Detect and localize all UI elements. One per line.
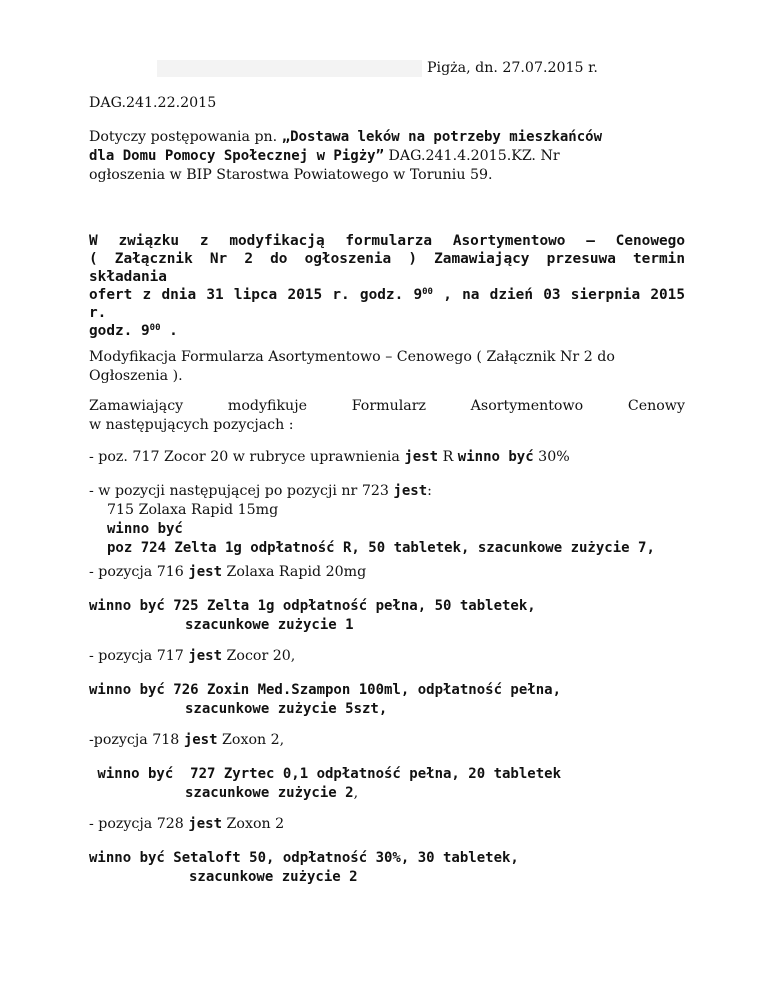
item-5-jest: jest	[183, 732, 218, 748]
intro-word-4: Asortymentowo	[470, 398, 584, 414]
item-2-line4: poz 724 Zelta 1g odpłatność R, 50 tabletek, szacunkowe zużycie 7,	[107, 540, 655, 556]
modification-title	[89, 348, 685, 386]
notice-line4-b: .	[160, 323, 178, 339]
item-5-end: Zoxon 2,	[217, 732, 285, 748]
notice-line2: ( Załącznik Nr 2 do ogłoszenia ) Zamawiający przesuwa termin składania	[89, 251, 685, 285]
item-6	[89, 815, 685, 834]
item-6-replacement	[89, 849, 685, 887]
item-3-text: - pozycja 716	[89, 564, 189, 580]
item-4-end: Zocor 20,	[222, 648, 296, 664]
item-6-jest: jest	[188, 816, 223, 832]
intro-word-1: Zamawiający	[89, 398, 184, 414]
item-1-end: 30%	[533, 449, 570, 465]
item-1	[89, 448, 685, 467]
intro-word-2: modyfikuje	[227, 398, 307, 414]
subject-block	[89, 128, 685, 185]
notice-line3-a: ofert z dnia 31 lipca 2015 r. godz. 9	[89, 287, 423, 303]
notice-line3	[89, 286, 685, 322]
item-4-winno-line1: winno być 726 Zoxin Med.Szampon 100ml, odpłatność pełna,	[89, 682, 562, 698]
item-2-jest: jest	[393, 483, 428, 499]
item-3-replacement	[89, 597, 685, 635]
item-5-winno-line2: szacunkowe zużycie 2	[185, 785, 354, 801]
item-3-winno-line2: szacunkowe zużycie 1	[185, 617, 354, 633]
reference-number: DAG.241.22.2015	[89, 95, 217, 111]
item-6-winno-line1: winno być Setaloft 50, odpłatność 30%, 30 tabletek,	[89, 850, 519, 866]
notice-line3-b: ‚ na dzień 03 sierpnia 2015 r.	[89, 287, 685, 321]
intro-word-5: Cenowy	[627, 398, 685, 414]
item-3-jest: jest	[188, 564, 223, 580]
item-6-text: - pozycja 728	[89, 816, 189, 832]
subject-ref-tail: DAG.241.4.2015.KZ. Nr	[384, 148, 560, 164]
item-6-winno-line2: szacunkowe zużycie 2	[189, 869, 358, 885]
item-5-text: -pozycja 718	[89, 732, 184, 748]
modification-title-line2: Ogłoszenia ).	[89, 368, 183, 384]
deadline-notice	[89, 232, 685, 340]
item-4-jest: jest	[188, 648, 223, 664]
item-5-replacement	[89, 765, 685, 803]
item-2-colon: :	[427, 483, 432, 499]
subject-title-part2: dla Domu Pomocy Społecznej w Pigży”	[89, 148, 385, 164]
item-1-jest: jest	[404, 449, 439, 465]
item-4-winno-line2: szacunkowe zużycie 5szt,	[185, 701, 388, 717]
item-1-winno: winno być	[457, 449, 534, 465]
modification-intro-line1	[89, 397, 685, 416]
item-2-line3: winno być	[107, 521, 183, 537]
modification-intro-line2: w następujących pozycjach :	[89, 417, 294, 433]
item-6-end: Zoxon 2	[222, 816, 285, 832]
subject-title-part1: „Dostawa leków na potrzeby mieszkańców	[281, 129, 602, 145]
item-4	[89, 647, 685, 666]
document-date: Pigża, dn. 27.07.2015 r.	[427, 60, 598, 76]
modification-title-line1: Modyfikacja Formularza Asortymentowo – Cenowego ( Załącznik Nr 2 do	[89, 349, 615, 365]
modification-intro	[89, 397, 685, 435]
date-row	[157, 58, 627, 78]
notice-line4	[89, 322, 685, 340]
item-2-line2: 715 Zolaxa Rapid 15mg	[107, 502, 279, 518]
notice-line4-a: godz. 9	[89, 323, 150, 339]
subject-lead: Dotyczy postępowania pn.	[89, 129, 282, 145]
notice-line1: W związku z modyfikacją formularza Asortymentowo – Cenowego	[89, 233, 685, 249]
item-4-text: - pozycja 717	[89, 648, 189, 664]
subject-line3: ogłoszenia w BIP Starostwa Powiatowego w Toruniu 59.	[89, 167, 493, 183]
item-1-text: - poz. 717 Zocor 20 w rubryce uprawnienia	[89, 449, 405, 465]
item-3	[89, 563, 685, 582]
item-1-mid: R	[438, 449, 458, 465]
item-5-winno-line2-tail: ,	[353, 785, 359, 801]
item-3-end: Zolaxa Rapid 20mg	[222, 564, 367, 580]
redacted-field	[157, 60, 422, 77]
notice-sup1: 00	[422, 287, 433, 297]
item-2-text: - w pozycji następującej po pozycji nr 723	[89, 483, 394, 499]
intro-word-3: Formularz	[351, 398, 426, 414]
item-3-winno-line1: winno być 725 Zelta 1g odpłatność pełna, 50 tabletek,	[89, 598, 536, 614]
notice-sup2: 00	[149, 323, 161, 333]
item-5	[89, 731, 685, 750]
item-2	[89, 482, 685, 558]
item-5-winno-line1: winno być 727 Zyrtec 0,1 odpłatność pełna, 20 tabletek	[89, 766, 562, 782]
item-4-replacement	[89, 681, 685, 719]
